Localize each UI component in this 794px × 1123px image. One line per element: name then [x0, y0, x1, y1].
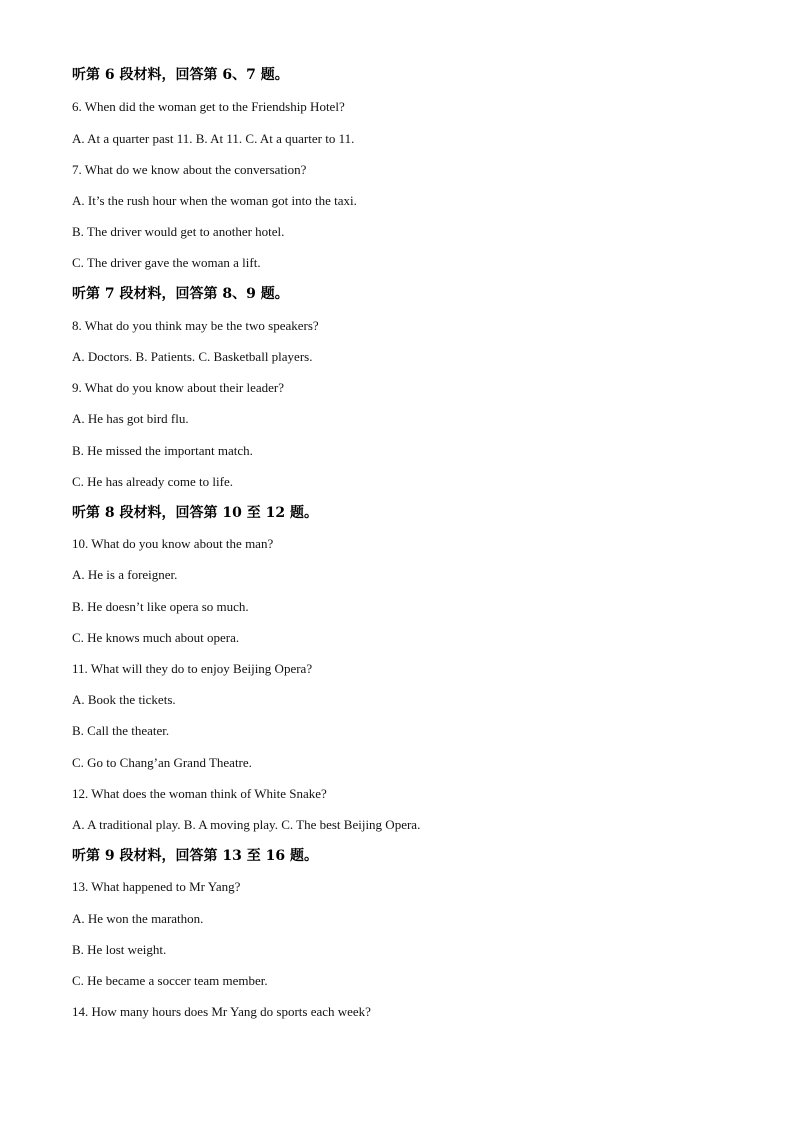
answer-option: A. A traditional play. B. A moving play. C. The best Beijing Opera. [72, 817, 421, 832]
question-text: 9. What do you know about their leader? [72, 380, 285, 395]
answer-option: C. He knows much about opera. [72, 630, 240, 645]
question-text: 7. What do we know about the conversation? [72, 162, 307, 177]
answer-option: C. He became a soccer team member. [72, 973, 268, 988]
answer-option: B. He lost weight. [72, 942, 167, 957]
section-heading: 听第 6 段材料，回答第 6、7 题。 [72, 67, 289, 83]
section-heading: 听第 9 段材料，回答第 13 至 16 题。 [72, 848, 318, 864]
answer-option: B. He doesn’t like opera so much. [72, 599, 249, 614]
question-text: 10. What do you know about the man? [72, 536, 274, 551]
section-heading: 听第 8 段材料，回答第 10 至 12 题。 [72, 505, 318, 521]
question-text: 12. What does the woman think of White Snake? [72, 786, 327, 801]
answer-option: C. The driver gave the woman a lift. [72, 255, 261, 270]
answer-option: A. Doctors. B. Patients. C. Basketball players. [72, 349, 313, 364]
answer-option: B. Call the theater. [72, 723, 170, 738]
answer-option: B. He missed the important match. [72, 443, 253, 458]
answer-option: A. He won the marathon. [72, 911, 204, 926]
answer-option: A. He is a foreigner. [72, 567, 178, 582]
answer-option: A. Book the tickets. [72, 692, 176, 707]
answer-option: A. He has got bird flu. [72, 411, 189, 426]
question-text: 11. What will they do to enjoy Beijing Opera? [72, 661, 313, 676]
answer-option: A. At a quarter past 11. B. At 11. C. At a quarter to 11. [72, 131, 355, 146]
answer-option: C. He has already come to life. [72, 474, 233, 489]
question-text: 13. What happened to Mr Yang? [72, 879, 241, 894]
question-text: 8. What do you think may be the two speakers? [72, 318, 319, 333]
question-text: 6. When did the woman get to the Friendship Hotel? [72, 99, 345, 114]
answer-option: A. It’s the rush hour when the woman got into the taxi. [72, 193, 357, 208]
section-heading: 听第 7 段材料，回答第 8、9 题。 [72, 286, 289, 302]
answer-option: B. The driver would get to another hotel. [72, 224, 285, 239]
answer-option: C. Go to Chang’an Grand Theatre. [72, 755, 252, 770]
question-text: 14. How many hours does Mr Yang do sports each week? [72, 1004, 371, 1019]
